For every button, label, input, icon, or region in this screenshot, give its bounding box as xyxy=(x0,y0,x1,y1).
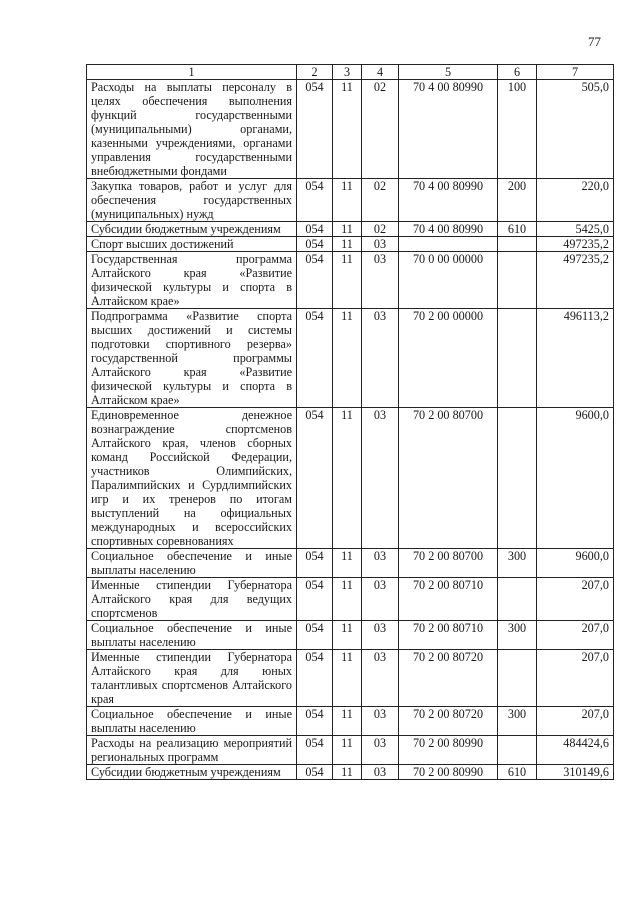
budget-table xyxy=(86,64,614,780)
item-name: Государственная программа Алтайского края «Развитие физической культуры и спорта в Алтайском крае» xyxy=(87,252,297,309)
header-cell: 6 xyxy=(498,65,537,80)
header-cell: 7 xyxy=(537,65,614,80)
section-code: 11 xyxy=(333,252,362,309)
ministry-code: 054 xyxy=(297,309,333,408)
item-name: Социальное обеспечение и иные выплаты населению xyxy=(87,621,297,650)
ministry-code: 054 xyxy=(297,578,333,621)
target-item-code: 70 0 00 00000 xyxy=(399,252,498,309)
subsection-code: 03 xyxy=(362,765,399,780)
target-item-code: 70 2 00 00000 xyxy=(399,309,498,408)
item-name: Подпрограмма «Развитие спорта высших достижений и системы подготовки спортивного резерва» государственной программы Алтайского края «Развитие физической культуры и спорта в Алтайском крае» xyxy=(87,309,297,408)
item-name: Социальное обеспечение и иные выплаты населению xyxy=(87,549,297,578)
amount: 310149,6 xyxy=(537,765,614,780)
expense-type-code xyxy=(498,736,537,765)
ministry-code: 054 xyxy=(297,237,333,252)
amount: 505,0 xyxy=(537,80,614,179)
expense-type-code xyxy=(498,408,537,549)
expense-type-code: 300 xyxy=(498,621,537,650)
expense-type-code xyxy=(498,309,537,408)
subsection-code: 02 xyxy=(362,179,399,222)
amount: 207,0 xyxy=(537,707,614,736)
table-row xyxy=(87,736,614,765)
target-item-code: 70 4 00 80990 xyxy=(399,179,498,222)
ministry-code: 054 xyxy=(297,252,333,309)
header-cell: 3 xyxy=(333,65,362,80)
table-row xyxy=(87,179,614,222)
section-code: 11 xyxy=(333,408,362,549)
page-number: 77 xyxy=(588,34,601,49)
table-row xyxy=(87,765,614,780)
header-row xyxy=(87,65,614,80)
table-row xyxy=(87,80,614,179)
target-item-code xyxy=(399,237,498,252)
target-item-code: 70 2 00 80710 xyxy=(399,621,498,650)
table-row xyxy=(87,237,614,252)
section-code: 11 xyxy=(333,707,362,736)
subsection-code: 03 xyxy=(362,309,399,408)
expense-type-code: 300 xyxy=(498,549,537,578)
target-item-code: 70 4 00 80990 xyxy=(399,222,498,237)
ministry-code: 054 xyxy=(297,707,333,736)
section-code: 11 xyxy=(333,650,362,707)
header-cell: 2 xyxy=(297,65,333,80)
target-item-code: 70 2 00 80700 xyxy=(399,549,498,578)
ministry-code: 054 xyxy=(297,179,333,222)
subsection-code: 03 xyxy=(362,237,399,252)
ministry-code: 054 xyxy=(297,408,333,549)
item-name: Субсидии бюджетным учреждениям xyxy=(87,765,297,780)
section-code: 11 xyxy=(333,578,362,621)
header-cell: 1 xyxy=(87,65,297,80)
table-row xyxy=(87,252,614,309)
ministry-code: 054 xyxy=(297,650,333,707)
section-code: 11 xyxy=(333,736,362,765)
expense-type-code: 200 xyxy=(498,179,537,222)
amount: 484424,6 xyxy=(537,736,614,765)
subsection-code: 03 xyxy=(362,736,399,765)
target-item-code: 70 2 00 80720 xyxy=(399,707,498,736)
target-item-code: 70 2 00 80700 xyxy=(399,408,498,549)
header-cell: 4 xyxy=(362,65,399,80)
amount: 207,0 xyxy=(537,650,614,707)
expense-type-code xyxy=(498,252,537,309)
section-code: 11 xyxy=(333,222,362,237)
target-item-code: 70 2 00 80990 xyxy=(399,736,498,765)
subsection-code: 03 xyxy=(362,408,399,549)
ministry-code: 054 xyxy=(297,621,333,650)
section-code: 11 xyxy=(333,621,362,650)
item-name: Закупка товаров, работ и услуг для обеспечения государственных (муниципальных) нужд xyxy=(87,179,297,222)
item-name: Расходы на реализацию мероприятий региональных программ xyxy=(87,736,297,765)
item-name: Спорт высших достижений xyxy=(87,237,297,252)
expense-type-code: 300 xyxy=(498,707,537,736)
expense-type-code: 100 xyxy=(498,80,537,179)
amount: 9600,0 xyxy=(537,408,614,549)
table-row xyxy=(87,309,614,408)
subsection-code: 02 xyxy=(362,80,399,179)
ministry-code: 054 xyxy=(297,549,333,578)
section-code: 11 xyxy=(333,80,362,179)
target-item-code: 70 4 00 80990 xyxy=(399,80,498,179)
ministry-code: 054 xyxy=(297,80,333,179)
expense-type-code: 610 xyxy=(498,765,537,780)
item-name: Субсидии бюджетным учреждениям xyxy=(87,222,297,237)
amount: 496113,2 xyxy=(537,309,614,408)
subsection-code: 03 xyxy=(362,578,399,621)
expense-type-code xyxy=(498,237,537,252)
amount: 207,0 xyxy=(537,578,614,621)
ministry-code: 054 xyxy=(297,765,333,780)
table-row xyxy=(87,408,614,549)
ministry-code: 054 xyxy=(297,736,333,765)
amount: 9600,0 xyxy=(537,549,614,578)
target-item-code: 70 2 00 80990 xyxy=(399,765,498,780)
ministry-code: 054 xyxy=(297,222,333,237)
subsection-code: 03 xyxy=(362,621,399,650)
subsection-code: 03 xyxy=(362,549,399,578)
table-row xyxy=(87,549,614,578)
target-item-code: 70 2 00 80720 xyxy=(399,650,498,707)
item-name: Единовременное денежное вознаграждение спортсменов Алтайского края, членов сборных команд Российской Федерации, участников Олимпийских, Паралимпийских и Сурдлимпийских игр и их тренеров по итогам выступлений на официальных международных и всероссийских спортивных соревнованиях xyxy=(87,408,297,549)
section-code: 11 xyxy=(333,237,362,252)
section-code: 11 xyxy=(333,765,362,780)
table-row xyxy=(87,707,614,736)
section-code: 11 xyxy=(333,179,362,222)
table-row xyxy=(87,222,614,237)
table-row xyxy=(87,578,614,621)
amount: 5425,0 xyxy=(537,222,614,237)
item-name: Именные стипендии Губернатора Алтайского края для юных талантливых спортсменов Алтайского края xyxy=(87,650,297,707)
item-name: Социальное обеспечение и иные выплаты населению xyxy=(87,707,297,736)
expense-type-code xyxy=(498,650,537,707)
item-name: Расходы на выплаты персоналу в целях обеспечения выполнения функций государственными (муниципальными) органами, казенными учреждениями, органами управления государственными внебюджетными фондами xyxy=(87,80,297,179)
subsection-code: 03 xyxy=(362,252,399,309)
subsection-code: 02 xyxy=(362,222,399,237)
header-cell: 5 xyxy=(399,65,498,80)
amount: 207,0 xyxy=(537,621,614,650)
subsection-code: 03 xyxy=(362,650,399,707)
section-code: 11 xyxy=(333,309,362,408)
table-row xyxy=(87,621,614,650)
amount: 497235,2 xyxy=(537,237,614,252)
table-row xyxy=(87,650,614,707)
amount: 220,0 xyxy=(537,179,614,222)
amount: 497235,2 xyxy=(537,252,614,309)
item-name: Именные стипендии Губернатора Алтайского края для ведущих спортсменов xyxy=(87,578,297,621)
expense-type-code: 610 xyxy=(498,222,537,237)
expense-type-code xyxy=(498,578,537,621)
target-item-code: 70 2 00 80710 xyxy=(399,578,498,621)
subsection-code: 03 xyxy=(362,707,399,736)
section-code: 11 xyxy=(333,549,362,578)
